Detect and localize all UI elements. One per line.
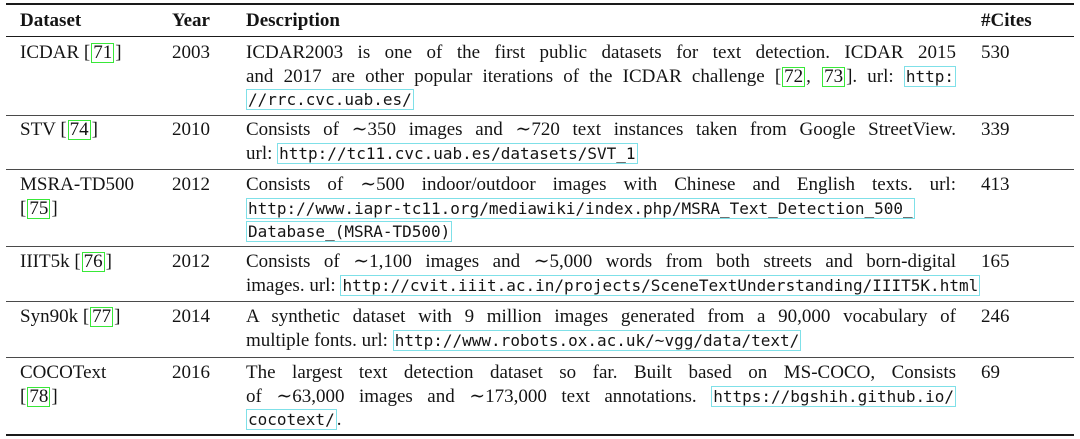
- table-row: [0, 305, 1080, 353]
- row-divider: [6, 301, 1074, 302]
- citation-link[interactable]: 73: [824, 65, 844, 87]
- row-divider: [6, 246, 1074, 247]
- table-row: [0, 41, 1080, 113]
- header-description: Description: [246, 10, 340, 31]
- url-link[interactable]: Database_(MSRA-TD500): [248, 222, 451, 241]
- description-text: of ∼63,000 images and ∼173,000 text annotations.: [246, 385, 697, 407]
- description-line: The largest text detection dataset so far. Built based on MS-COCO, Consists: [246, 362, 956, 383]
- dataset-name: Syn90k: [20, 306, 79, 327]
- dataset-name: ICDAR: [20, 42, 80, 63]
- header-dataset: Dataset: [20, 10, 82, 31]
- description-text: .: [336, 409, 342, 430]
- url-link[interactable]: //rrc.cvc.uab.es/: [248, 90, 412, 109]
- dataset-cell: Syn90k [ 77 ]: [20, 306, 121, 327]
- cites-cell: 69: [981, 362, 1000, 383]
- description-line: Consists of ∼500 indoor/outdoor images with Chinese and English texts. url:: [246, 174, 956, 195]
- url-link[interactable]: http://www.iapr-tc11.org/mediawiki/index.php/MSRA_Text_Detection_500_: [248, 198, 913, 218]
- description-text: multiple fonts. url:: [246, 329, 393, 351]
- description-line: [246, 88, 956, 112]
- description-line: A synthetic dataset with 9 million images generated from a 90,000 vocabulary of: [246, 306, 956, 327]
- description-line: [246, 408, 956, 432]
- dataset-citation: [ 75 ]: [20, 197, 58, 219]
- row-divider: [6, 169, 1074, 170]
- dataset-name: STV: [20, 119, 56, 140]
- year-cell: 2012: [172, 174, 210, 195]
- description-text: ]. url:: [846, 65, 904, 87]
- description-cell: [246, 305, 956, 352]
- dataset-name: COCOText: [20, 362, 107, 383]
- description-text: images. url:: [246, 274, 341, 296]
- description-line: ICDAR2003 is one of the first public datasets for text detection. ICDAR 2015: [246, 42, 956, 63]
- description-cell: [246, 250, 979, 297]
- cites-cell: 165: [981, 251, 1010, 272]
- dataset-citation: [ 78 ]: [20, 385, 58, 407]
- description-cell: [246, 41, 956, 112]
- table-header-row: [0, 7, 1080, 35]
- table-top-rule: [6, 3, 1074, 5]
- table-bottom-rule: [6, 434, 1074, 436]
- url-link[interactable]: http://cvit.iiit.ac.in/projects/SceneTextUnderstanding/IIIT5K.html: [342, 275, 979, 295]
- table-row: [0, 173, 1080, 245]
- table-header-rule: [6, 36, 1074, 37]
- description-line: [246, 220, 956, 244]
- dataset-cell: STV [ 74 ]: [20, 119, 98, 140]
- dataset-cell: IIIT5k [ 76 ]: [20, 251, 112, 272]
- dataset-name: IIIT5k: [20, 251, 70, 272]
- header-year: Year: [172, 10, 210, 31]
- description-text: url:: [246, 142, 278, 164]
- row-divider: [6, 357, 1074, 358]
- description-cell: [246, 173, 956, 244]
- citation-link[interactable]: 78: [29, 385, 49, 407]
- cites-cell: 530: [981, 42, 1010, 63]
- cites-cell: 413: [981, 174, 1010, 195]
- year-cell: 2003: [172, 42, 210, 63]
- description-line: [246, 197, 956, 221]
- citation-link[interactable]: 76: [83, 251, 103, 272]
- dataset-name: MSRA-TD500: [20, 174, 135, 195]
- header-cites: #Cites: [981, 10, 1032, 31]
- description-line: [246, 274, 979, 298]
- description-text: and 2017 are other popular iterations of the ICDAR challenge [: [246, 65, 782, 87]
- description-cell: [246, 118, 956, 165]
- row-divider: [6, 115, 1074, 116]
- cites-cell: 339: [981, 119, 1010, 140]
- year-cell: 2010: [172, 119, 210, 140]
- year-cell: 2012: [172, 251, 210, 272]
- cites-cell: 246: [981, 306, 1010, 327]
- citation-link[interactable]: 75: [29, 197, 49, 219]
- year-cell: 2014: [172, 306, 210, 327]
- citation-link[interactable]: 71: [93, 42, 113, 63]
- url-link[interactable]: http://www.robots.ox.ac.uk/~vgg/data/text/: [394, 330, 800, 350]
- description-cell: [246, 361, 956, 432]
- citation-link[interactable]: 72: [784, 65, 804, 87]
- year-cell: 2016: [172, 362, 210, 383]
- url-link[interactable]: http://tc11.cvc.uab.es/datasets/SVT_1: [279, 143, 636, 163]
- table-row: [0, 250, 1080, 298]
- citation-separator: ,: [806, 65, 822, 87]
- description-line: [246, 385, 956, 409]
- dataset-cell: [20, 361, 170, 408]
- url-link[interactable]: http:: [905, 66, 955, 86]
- citation-link[interactable]: 77: [92, 306, 112, 327]
- dataset-cell: ICDAR [ 71 ]: [20, 42, 122, 63]
- dataset-cell: [20, 173, 170, 220]
- url-link[interactable]: https://bgshih.github.io/: [713, 386, 955, 406]
- url-link[interactable]: cocotext/: [248, 410, 335, 429]
- description-line: [246, 142, 956, 166]
- table-row: [0, 361, 1080, 433]
- description-line: [246, 65, 956, 89]
- citation-link[interactable]: 74: [69, 119, 89, 140]
- table-row: [0, 118, 1080, 166]
- description-line: Consists of ∼350 images and ∼720 text instances taken from Google StreetView.: [246, 119, 956, 140]
- description-line: [246, 329, 956, 353]
- description-line: Consists of ∼1,100 images and ∼5,000 words from both streets and born-digital: [246, 251, 956, 272]
